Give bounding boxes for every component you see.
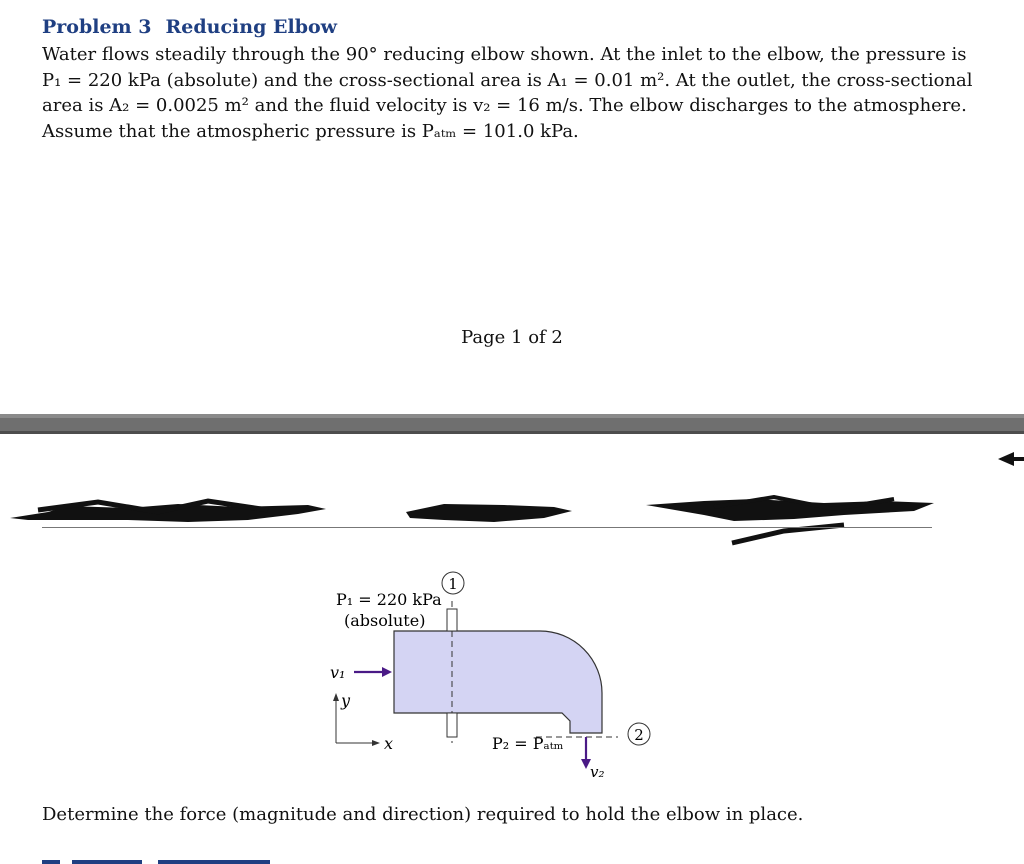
elbow-body <box>394 631 602 733</box>
page-number-footer: Page 1 of 2 <box>461 327 563 348</box>
x-axis-label: x <box>384 734 394 753</box>
v1-arrow-icon <box>382 667 392 677</box>
statement-line: Water flows steadily through the 90° reducing elbow shown. At the inlet to the elbow, the pressure is <box>42 44 967 65</box>
question-text: Determine the force (magnitude and direction) required to hold the elbow in place. <box>42 804 804 825</box>
problem-heading <box>42 16 337 38</box>
problem-statement <box>42 42 973 144</box>
inlet-flange <box>447 609 457 631</box>
page-1 <box>0 0 1024 414</box>
x-axis-arrow-icon <box>372 740 380 746</box>
next-problem-heading-clipped <box>42 856 282 864</box>
statement-line: area is A₂ = 0.0025 m² and the fluid velocity is v₂ = 16 m/s. The elbow discharges to the atmosphere. <box>42 95 967 116</box>
station-1-label: 1 <box>448 575 458 593</box>
p2-label: P₂ = Pₐₜₘ <box>492 734 564 753</box>
p1-note: (absolute) <box>344 611 426 630</box>
y-axis-arrow-icon <box>333 693 339 701</box>
page-header-rule <box>42 527 932 528</box>
reducing-elbow-diagram <box>300 565 680 785</box>
statement-line: Assume that the atmospheric pressure is Pₐₜₘ = 101.0 kPa. <box>42 120 579 142</box>
problem-title: Reducing Elbow <box>165 16 338 38</box>
redaction-mark-left <box>8 498 328 528</box>
scroll-left-arrow-icon[interactable] <box>998 452 1024 466</box>
redaction-mark-right <box>644 495 936 547</box>
page-break-separator <box>0 414 1024 434</box>
v2-label: v₂ <box>590 763 605 781</box>
redaction-mark-center <box>404 500 574 528</box>
y-axis-label: y <box>341 691 351 710</box>
v1-label: v₁ <box>330 663 346 682</box>
problem-number: Problem 3 <box>42 16 152 38</box>
statement-line: P₁ = 220 kPa (absolute) and the cross-sectional area is A₁ = 0.01 m². At the outlet, the cross-sectional <box>42 69 973 91</box>
p1-label: P₁ = 220 kPa <box>336 590 442 609</box>
station-2-label: 2 <box>634 726 644 744</box>
